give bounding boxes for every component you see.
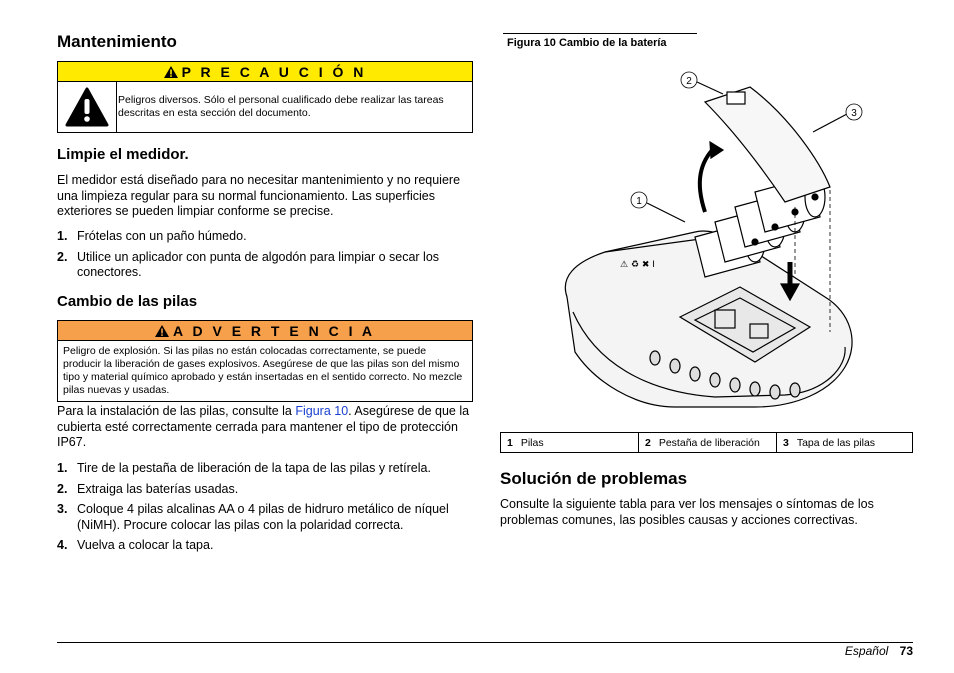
clean-heading: Limpie el medidor.	[57, 146, 189, 163]
callout-1	[631, 192, 647, 208]
page-number: 73	[899, 644, 913, 658]
warning-triangle-icon	[155, 325, 169, 337]
clean-steps-list	[57, 229, 475, 281]
caution-box	[57, 61, 473, 133]
legend-cell: 2 Pestaña de liberación	[639, 433, 777, 453]
batteries-steps-list	[57, 461, 475, 554]
callout-3	[846, 104, 862, 120]
batteries-intro: Para la instalación de las pilas, consulte la Figura 10. Asegúrese de que la cubierta esté correctamente cerrada para mantener el tipo de protección IP67.	[57, 404, 470, 449]
footer-language: Español	[844, 644, 889, 658]
clean-body: El medidor está diseñado para no necesitar mantenimiento y no requiere una limpieza regular para su normal funcionamiento. Las superficies exteriores se pueden limpiar conforme se precise.	[57, 173, 461, 218]
warning-label: A D V E R T E N C I A	[173, 322, 375, 339]
list-item: 4. Vuelva a colocar la tapa.	[57, 538, 214, 552]
troubleshooting-heading: Solución de problemas	[500, 469, 688, 488]
list-item: 2. Extraiga las baterías usadas.	[57, 481, 239, 496]
svg-text:2: 2	[686, 76, 692, 87]
callout-2	[681, 72, 697, 88]
warning-text: Peligro de explosión. Si las pilas no están colocadas correctamente, se puede producir la liberación de gases explosivos. Asegúrese de que las pilas son del mismo tipo y material químico aprobado y están insertadas en el sentido correcto. No mezcle pilas nuevas y usadas.	[63, 345, 463, 396]
caution-header	[58, 62, 472, 82]
svg-text:1: 1	[636, 196, 642, 207]
troubleshooting-body: Consulte la siguiente tabla para ver los mensajes o síntomas de los problemas comunes, las posibles causas y acciones correctivas.	[500, 497, 874, 527]
list-item: 1. Frótelas con un paño húmedo.	[57, 229, 247, 243]
figure-caption-rule	[503, 33, 697, 34]
caution-text: Peligros diversos. Sólo el personal cualificado debe realizar las tareas descritas en esta sección del documento.	[118, 94, 444, 119]
warning-header	[58, 321, 472, 341]
caution-label: P R E C A U C I Ó N	[181, 63, 367, 80]
footer-rule	[57, 642, 913, 643]
warning-triangle-icon	[164, 66, 178, 78]
list-item: 1. Tire de la pestaña de liberación de la tapa de las pilas y retírela.	[57, 461, 431, 475]
figure-link[interactable]: Figura 10	[295, 404, 349, 418]
figure-legend-table	[500, 432, 913, 453]
figure-caption: Figura 10 Cambio de la batería	[507, 37, 667, 49]
exclamation-triangle-icon	[65, 87, 109, 127]
svg-text:⚠ ♻ ✖ I: ⚠ ♻ ✖ I	[620, 260, 655, 270]
caution-icon-cell	[58, 82, 117, 132]
svg-text:3: 3	[851, 108, 857, 119]
list-item: 2. Utilice un aplicador con punta de algodón para limpiar o secar los conectores.	[57, 249, 440, 279]
legend-cell: 3 Tapa de las pilas	[777, 433, 913, 453]
section-title: Mantenimiento	[57, 32, 177, 51]
table-row	[501, 433, 913, 453]
legend-cell: 1 Pilas	[501, 433, 639, 453]
footer	[845, 644, 913, 658]
battery-replacement-illustration	[555, 62, 910, 422]
batteries-heading: Cambio de las pilas	[57, 293, 198, 310]
list-item: 3. Coloque 4 pilas alcalinas AA o 4 pilas de hidruro metálico de níquel (NiMH). Procure colocar las pilas con la polaridad correcta.	[57, 502, 449, 532]
warning-box	[57, 320, 473, 402]
